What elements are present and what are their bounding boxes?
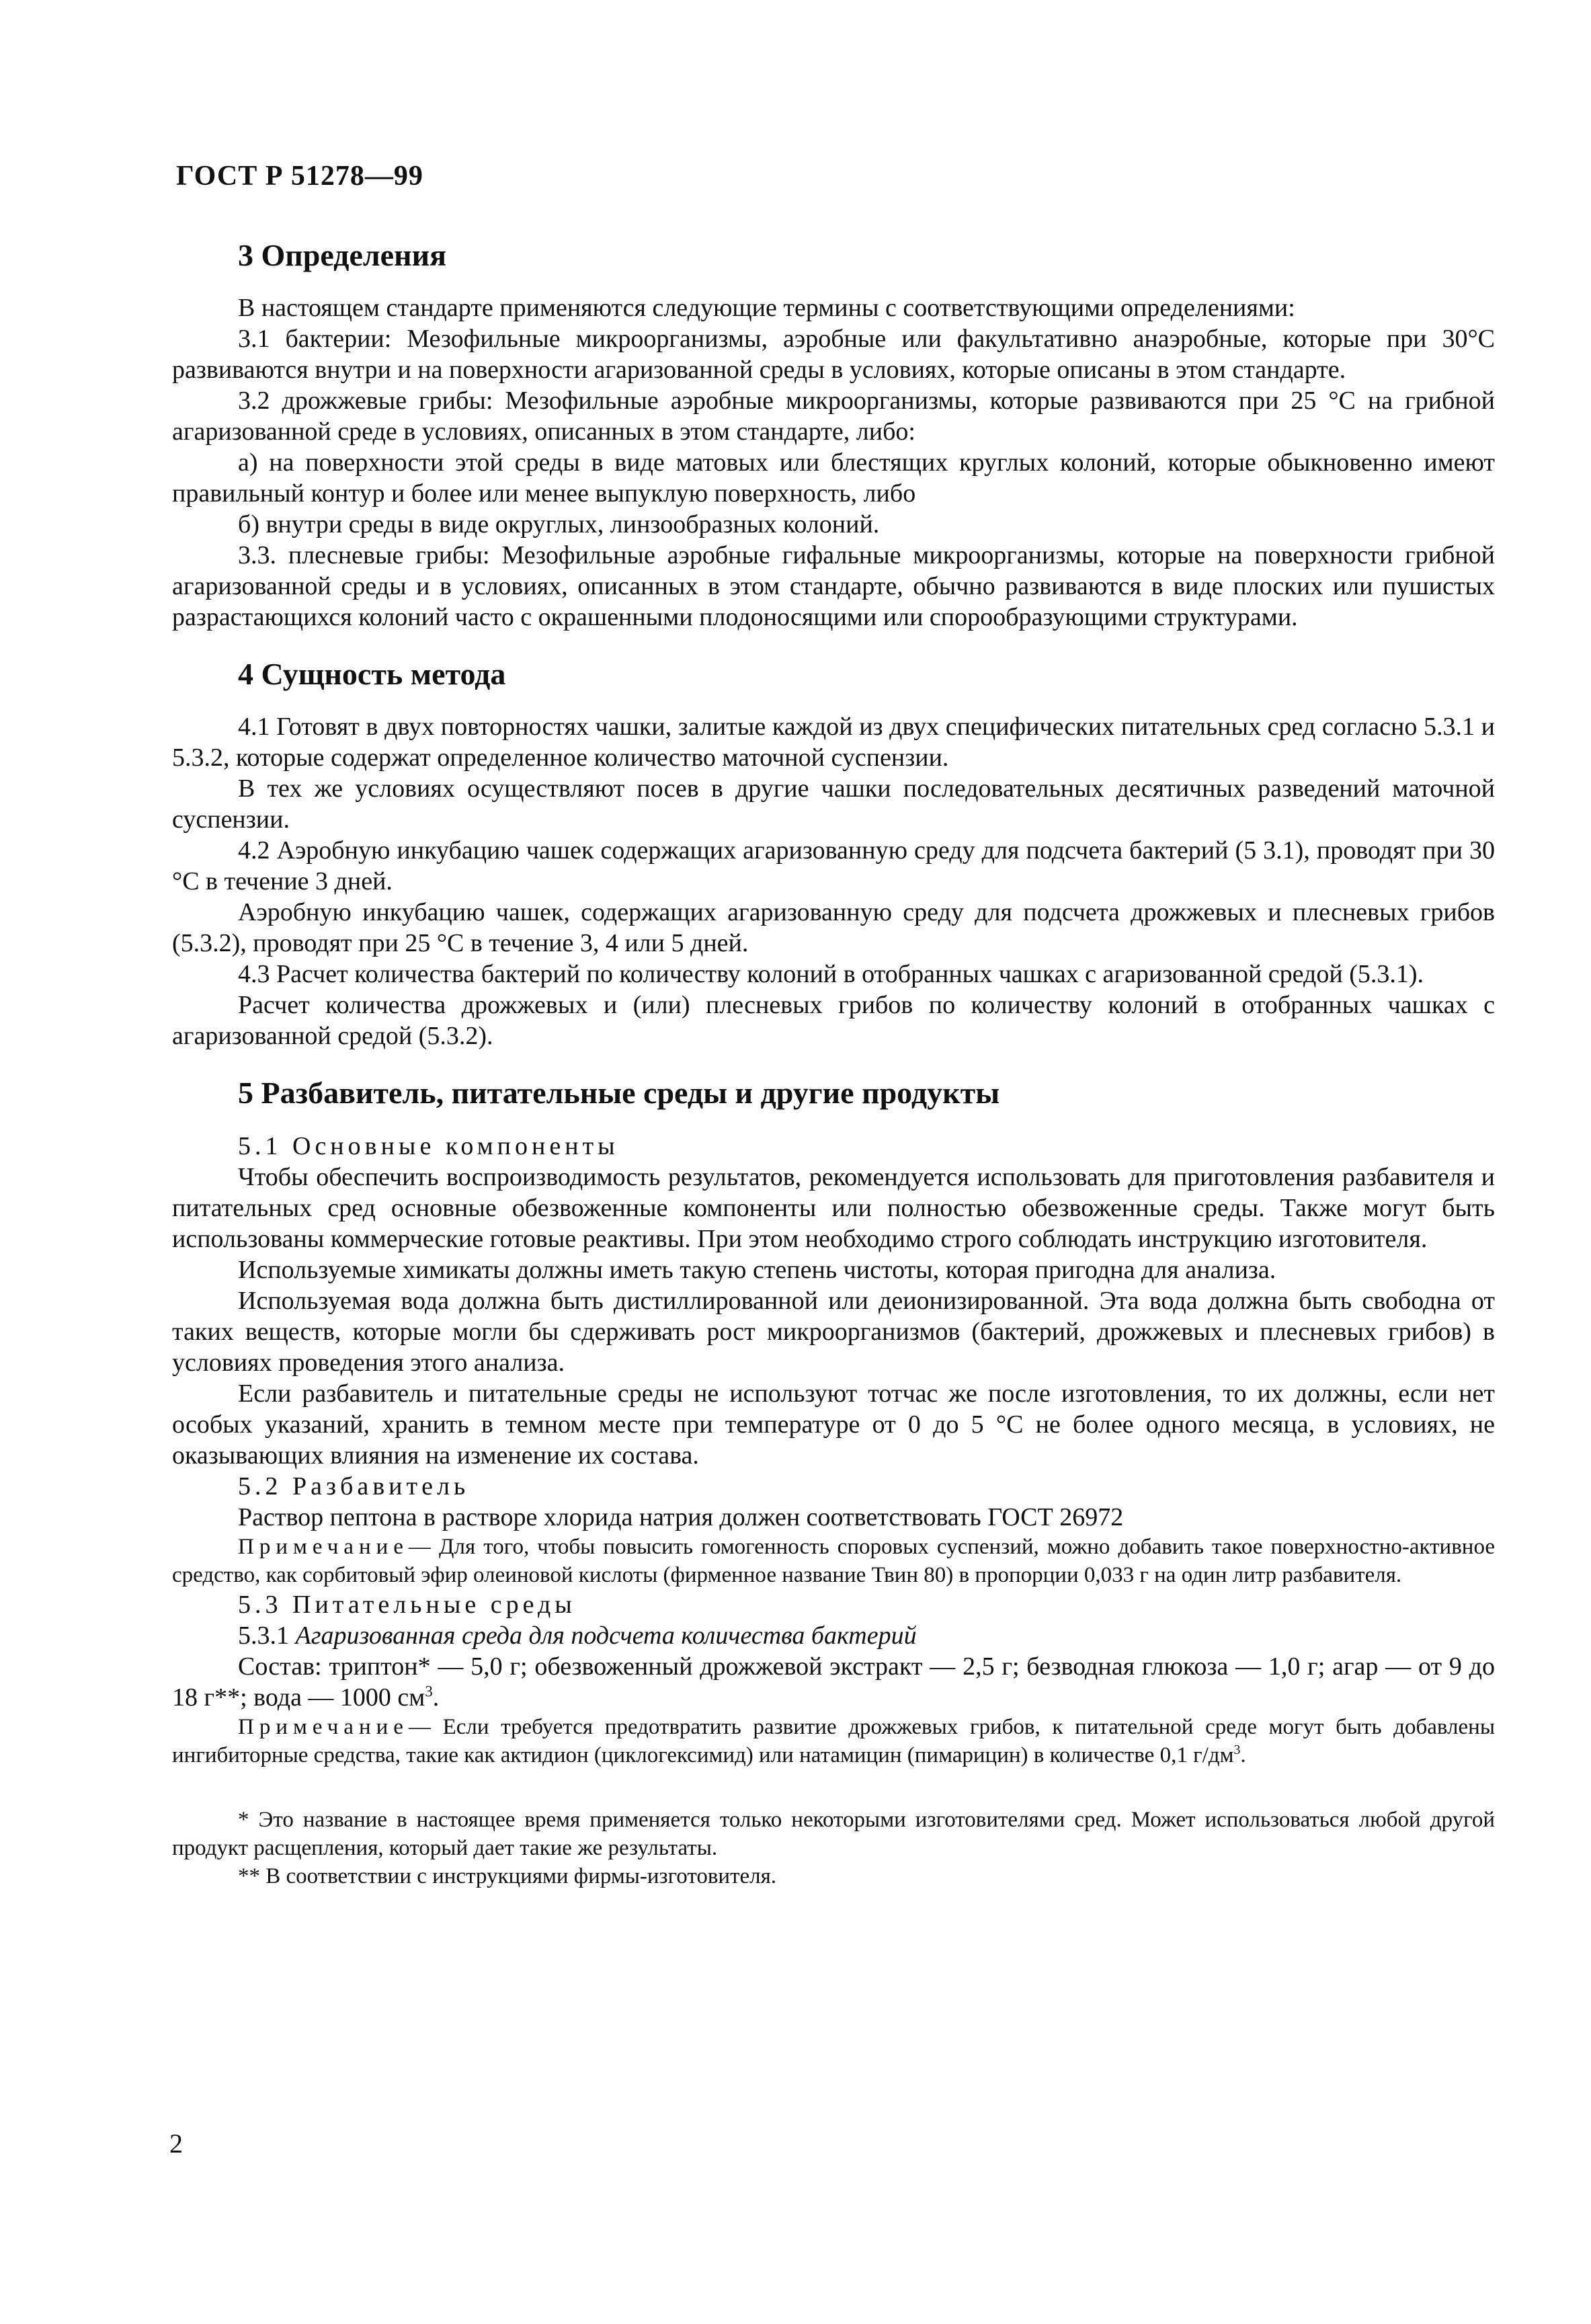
note-text: — Если требуется предотвратить развитие дрожжевых грибов, к питательной среде могут быть добавлены ингибиторные средства, такие как актидион (циклогексимид) или натамицин (пимарицин) в количестве 0,1 г/дм <box>172 1714 1495 1767</box>
paragraph: б) внутри среды в виде округлых, линзообразных колоний. <box>238 510 880 539</box>
paragraph: 3.3. плесневые грибы: Мезофильные аэробные гифальные микроорганизмы, которые на поверхности грибной агаризованной среды и в условиях, описанных в этом стандарте, обычно развиваются в виде плоских или пушистых разрастающихся колоний часто с окрашенными плодоносящими или спорообразующими структурами. <box>172 541 1495 632</box>
subsubsection-number: 5.3.1 <box>238 1621 289 1650</box>
section-title: 4 Сущность метода <box>238 657 506 692</box>
paragraph: а) на поверхности этой среды в виде матовых или блестящих круглых колоний, которые обыкновенно имеют правильный контур и более или менее выпуклую поверхность, либо <box>172 448 1495 508</box>
paragraph: 4.3 Расчет количества бактерий по количеству колоний в отобранных чашках с агаризованной средой (5.3.1). <box>238 960 1424 989</box>
section-3 <box>172 237 1495 633</box>
subsubsection-heading <box>172 1620 1495 1651</box>
paragraph: Используемые химикаты должны иметь такую степень чистоты, которая пригодна для анализа. <box>238 1255 1276 1284</box>
note-end: . <box>1240 1742 1246 1767</box>
paragraph: Раствор пептона в растворе хлорида натрия должен соответствовать ГОСТ 26972 <box>238 1502 1124 1531</box>
subsubsection-title: Агаризованная среда для подсчета количества бактерий <box>295 1621 917 1650</box>
footnotes <box>172 1806 1495 1890</box>
composition-text: Состав: триптон* — 5,0 г; обезвоженный дрожжевой экстракт — 2,5 г; безводная глюкоза — 1,0 г; агар — от 9 до 18 г**; вода — 1000 см <box>172 1652 1495 1712</box>
section-title: 5 Разбавитель, питательные среды и другие продукты <box>238 1076 1000 1111</box>
paragraph: Расчет количества дрожжевых и (или) плесневых грибов по количеству колоний в отобранных чашках с агаризованной средой (5.3.2). <box>172 991 1495 1051</box>
footnote: * Это название в настоящее время применяется только некоторыми изготовителями сред. Может использоваться любой другой продукт расщепления, который дает такие же результаты. <box>172 1807 1495 1860</box>
page-number: 2 <box>169 2128 183 2159</box>
paragraph: 3.1 бактерии: Мезофильные микроорганизмы, аэробные или факультативно анаэробные, которые при 30°С развиваются внутри и на поверхности агаризованной среды в условиях, которые описаны в этом стандарте. <box>172 325 1495 385</box>
note-text: — Для того, чтобы повысить гомогенность споровых суспензий, можно добавить такое поверхностно-активное средство, как сорбитовый эфир олеиновой кислоты (фирменное название Твин 80) в пропорции 0,033 г на один литр разбавителя. <box>172 1534 1495 1587</box>
composition <box>172 1651 1495 1713</box>
paragraph: Используемая вода должна быть дистиллированной или деионизированной. Эта вода должна быть свободна от таких веществ, которые могли бы сдерживать рост микроорганизмов (бактерий, дрожжевых и плесневых грибов) в условиях проведения этого анализа. <box>172 1286 1495 1377</box>
paragraph: 4.2 Аэробную инкубацию чашек содержащих агаризованную среду для подсчета бактерий (5 3.1), проводят при 30 °С в течение 3 дней. <box>172 836 1495 896</box>
paragraph: В настоящем стандарте применяются следующие термины с соответствующими определениями: <box>238 294 1295 323</box>
note <box>172 1533 1495 1589</box>
paragraph: 3.2 дрожжевые грибы: Мезофильные аэробные микроорганизмы, которые развиваются при 25 °С на грибной агаризованной среде в условиях, описанных в этом стандарте, либо: <box>172 387 1495 446</box>
section-4 <box>172 655 1495 1051</box>
superscript: 3 <box>1233 1742 1241 1757</box>
note <box>172 1713 1495 1769</box>
paragraph: Аэробную инкубацию чашек, содержащих агаризованную среду для подсчета дрожжевых и плесневых грибов (5.3.2), проводят при 25 °С в течение 3, 4 или 5 дней. <box>172 898 1495 958</box>
footnote: ** В соответствии с инструкциями фирмы-изготовителя. <box>238 1864 777 1888</box>
subsection-heading: 5.1 Основные компоненты <box>238 1131 619 1160</box>
note-label: Примечание <box>238 1714 409 1739</box>
section-5 <box>172 1074 1495 1769</box>
paragraph: Чтобы обеспечить воспроизводимость результатов, рекомендуется использовать для приготовления разбавителя и питательных сред основные обезвоженные компоненты или полностью обезвоженные среды. Также могут быть использованы коммерческие готовые реактивы. При этом необходимо строго соблюдать инструкцию изготовителя. <box>172 1162 1495 1253</box>
composition-end: . <box>432 1683 440 1712</box>
paragraph: 4.1 Готовят в двух повторностях чашки, залитые каждой из двух специфических питательных сред согласно 5.3.1 и 5.3.2, которые содержат определенное количество маточной суспензии. <box>172 713 1495 772</box>
subsection-heading: 5.2 Разбавитель <box>238 1472 470 1500</box>
section-title: 3 Определения <box>238 238 446 272</box>
document-header: ГОСТ Р 51278—99 <box>176 161 423 192</box>
document-body <box>172 237 1495 1890</box>
subsection-heading: 5.3 Питательные среды <box>238 1590 576 1619</box>
paragraph: В тех же условиях осуществляют посев в другие чашки последовательных десятичных разведений маточной суспензии. <box>172 774 1495 834</box>
paragraph: Если разбавитель и питательные среды не используют тотчас же после изготовления, то их должны, если нет особых указаний, хранить в темном месте при температуре от 0 до 5 °С не более одного месяца, в условиях, не оказывающих влияния на изменение их состава. <box>172 1379 1495 1470</box>
superscript: 3 <box>425 1682 433 1699</box>
note-label: Примечание <box>238 1534 409 1559</box>
